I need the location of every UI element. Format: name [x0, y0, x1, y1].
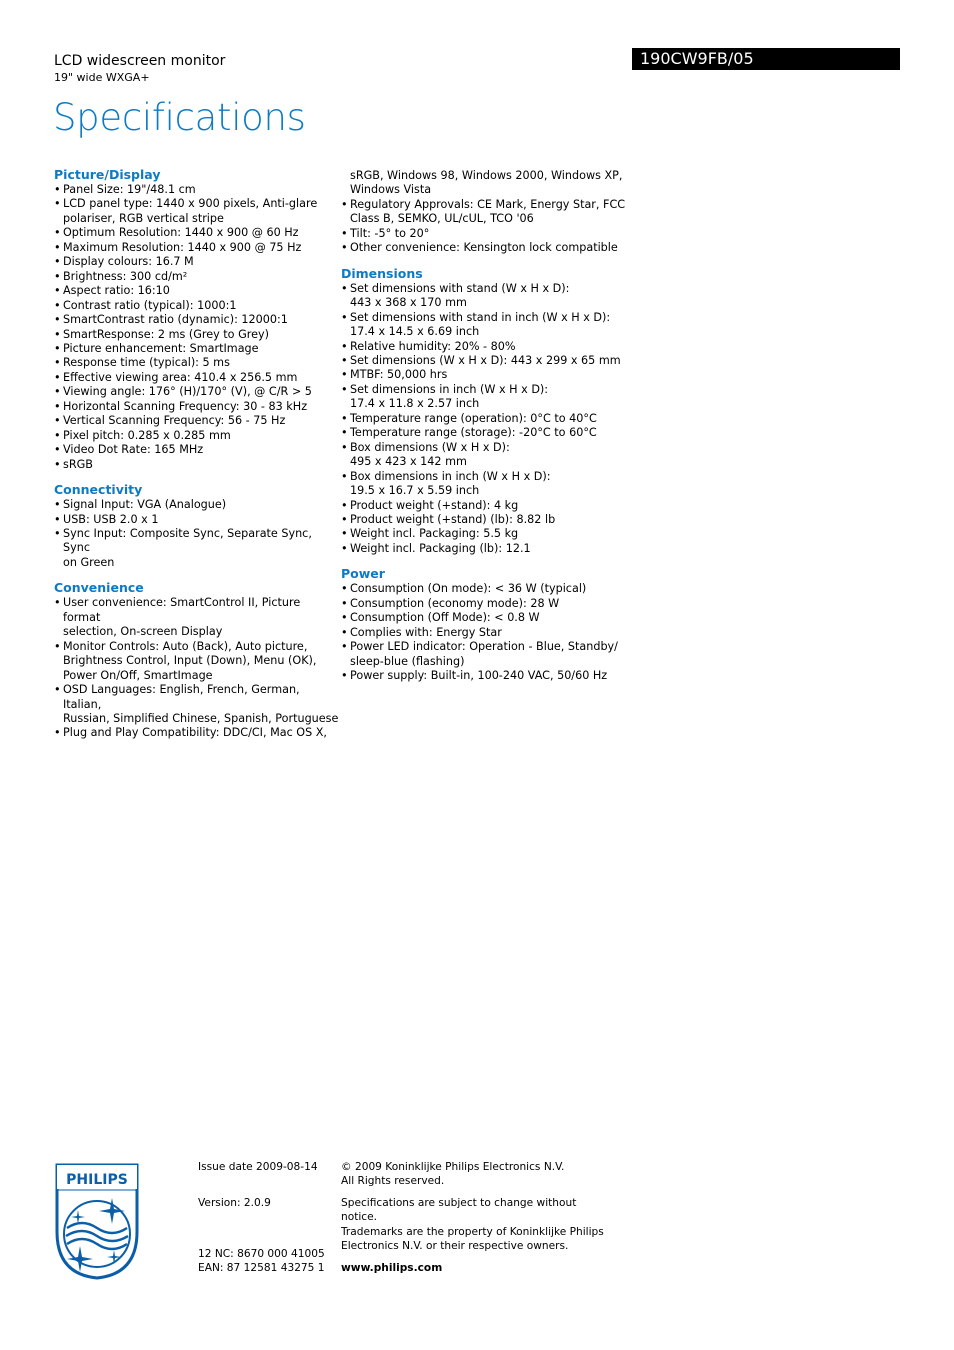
spec-item: • Response time (typical): 5 ms: [54, 356, 339, 370]
spec-item: • Other convenience: Kensington lock compatible: [341, 241, 626, 255]
spec-column-right: [341, 169, 626, 694]
spec-item: • Product weight (+stand): 4 kg: [341, 499, 626, 513]
spec-item: 19.5 x 16.7 x 5.59 inch: [350, 484, 480, 498]
spec-item: • Display colours: 16.7 M: [54, 255, 339, 269]
spec-item: • Complies with: Energy Star: [341, 626, 626, 640]
spec-item: • Power supply: Built-in, 100-240 VAC, 50/60 Hz: [341, 669, 626, 683]
spec-item: • Contrast ratio (typical): 1000:1: [54, 299, 339, 313]
spec-item: • Picture enhancement: SmartImage: [54, 342, 339, 356]
section-title: Convenience: [54, 580, 144, 596]
spec-item: sleep-blue (flashing): [350, 654, 465, 668]
spec-item: • Effective viewing area: 410.4 x 256.5 mm: [54, 371, 339, 385]
spec-item: • Plug and Play Compatibility: DDC/CI, Mac OS X,: [54, 726, 339, 740]
spec-section: [54, 580, 339, 741]
spec-item: • MTBF: 50,000 hrs: [341, 368, 626, 382]
spec-section: [54, 167, 339, 472]
spec-item: • Box dimensions (W x H x D):: [341, 441, 626, 455]
spec-list: [54, 596, 339, 741]
nc-code: 12 NC: 8670 000 41005: [198, 1248, 325, 1260]
spec-column-left: [54, 167, 339, 751]
spec-item: Power On/Off, SmartImage: [63, 668, 213, 682]
issue-date: Issue date 2009-08-14: [198, 1161, 318, 1173]
spec-item: • Regulatory Approvals: CE Mark, Energy Star, FCC: [341, 198, 626, 212]
section-title: Connectivity: [54, 482, 143, 498]
ean-code: EAN: 87 12581 43275 1: [198, 1262, 325, 1274]
spec-item: on Green: [63, 555, 115, 569]
spec-item: 17.4 x 14.5 x 6.69 inch: [350, 325, 480, 339]
spec-item: 443 x 368 x 170 mm: [350, 296, 467, 310]
spec-item: • Sync Input: Composite Sync, Separate Sync, Sync: [54, 527, 339, 556]
section-title: Power: [341, 566, 385, 582]
spec-section: [54, 482, 339, 570]
spec-item: • Consumption (Off Mode): < 0.8 W: [341, 611, 626, 625]
spec-item: • Tilt: -5° to 20°: [341, 227, 626, 241]
spec-item: • Viewing angle: 176° (H)/170° (V), @ C/R > 5: [54, 385, 339, 399]
spec-item: • Set dimensions in inch (W x H x D):: [341, 383, 626, 397]
spec-item: • Set dimensions (W x H x D): 443 x 299 x 65 mm: [341, 354, 626, 368]
spec-item: • Weight incl. Packaging: 5.5 kg: [341, 527, 626, 541]
spec-item: sRGB, Windows 98, Windows 2000, Windows XP,: [350, 169, 623, 182]
spec-item: • OSD Languages: English, French, German, Italian,: [54, 683, 339, 712]
spec-item: • Video Dot Rate: 165 MHz: [54, 443, 339, 457]
spec-item: • Consumption (On mode): < 36 W (typical): [341, 582, 626, 596]
spec-item: • Vertical Scanning Frequency: 56 - 75 Hz: [54, 414, 339, 428]
spec-item: • Optimum Resolution: 1440 x 900 @ 60 Hz: [54, 226, 339, 240]
spec-item: • User convenience: SmartControl II, Picture format: [54, 596, 339, 625]
spec-item: • SmartResponse: 2 ms (Grey to Grey): [54, 328, 339, 342]
spec-item: • Pixel pitch: 0.285 x 0.285 mm: [54, 429, 339, 443]
spec-item: • Set dimensions with stand (W x H x D):: [341, 282, 626, 296]
spec-item: Russian, Simplified Chinese, Spanish, Portuguese: [63, 711, 339, 725]
spec-item: Class B, SEMKO, UL/cUL, TCO '06: [350, 212, 534, 226]
spec-item: 17.4 x 11.8 x 2.57 inch: [350, 397, 480, 411]
spec-item: • LCD panel type: 1440 x 900 pixels, Anti-glare: [54, 197, 339, 211]
spec-item: • Panel Size: 19"/48.1 cm: [54, 183, 339, 197]
spec-item: • SmartContrast ratio (dynamic): 12000:1: [54, 313, 339, 327]
copyright-line: All Rights reserved.: [341, 1175, 445, 1188]
copyright: [341, 1160, 601, 1189]
spec-item: polariser, RGB vertical stripe: [63, 211, 224, 225]
disclaimer-line: Trademarks are the property of Koninklijke Philips: [341, 1225, 604, 1238]
section-title: Picture/Display: [54, 167, 161, 182]
version: Version: 2.0.9: [198, 1197, 271, 1209]
spec-item: Windows Vista: [350, 183, 432, 197]
spec-item: • USB: USB 2.0 x 1: [54, 513, 339, 527]
website-link[interactable]: www.philips.com: [341, 1262, 443, 1274]
spec-item: • Product weight (+stand) (lb): 8.82 lb: [341, 513, 626, 527]
spec-item: • Power LED indicator: Operation - Blue, Standby/: [341, 640, 626, 654]
spec-list: [54, 183, 339, 472]
spec-item: • Temperature range (storage): -20°C to 60°C: [341, 426, 626, 440]
spec-item: • Monitor Controls: Auto (Back), Auto picture,: [54, 640, 339, 654]
spec-item: • Consumption (economy mode): 28 W: [341, 597, 626, 611]
disclaimer: [341, 1196, 611, 1254]
spec-list: [54, 498, 339, 570]
product-type: LCD widescreen monitor: [54, 53, 226, 69]
logo-wordmark: PHILIPS: [66, 1172, 128, 1188]
product-size: 19" wide WXGA+: [54, 71, 150, 84]
spec-item: • Temperature range (operation): 0°C to 40°C: [341, 412, 626, 426]
philips-shield-logo: [54, 1162, 140, 1280]
spec-section: [341, 169, 626, 256]
spec-item: 495 x 423 x 142 mm: [350, 455, 467, 469]
disclaimer-line: Electronics N.V. or their respective owners.: [341, 1240, 569, 1253]
spec-list: [341, 582, 626, 683]
spec-list: [341, 169, 626, 256]
model-number-badge: 190CW9FB/05: [632, 48, 900, 70]
copyright-line: © 2009 Koninklijke Philips Electronics N.V.: [341, 1161, 565, 1173]
spec-item: • Aspect ratio: 16:10: [54, 284, 339, 298]
spec-section: [341, 266, 626, 557]
spec-list: [341, 282, 626, 557]
spec-item: • Brightness: 300 cd/m²: [54, 270, 339, 284]
spec-item: • Maximum Resolution: 1440 x 900 @ 75 Hz: [54, 241, 339, 255]
spec-item: • sRGB: [54, 458, 339, 472]
spec-item: • Box dimensions in inch (W x H x D):: [341, 470, 626, 484]
disclaimer-line: Specifications are subject to change without notice.: [341, 1197, 577, 1224]
spec-section: [341, 566, 626, 683]
spec-item: selection, On-screen Display: [63, 625, 223, 639]
spec-item: • Signal Input: VGA (Analogue): [54, 498, 339, 512]
section-title: Dimensions: [341, 265, 423, 281]
spec-item: • Set dimensions with stand in inch (W x H x D):: [341, 311, 626, 325]
page-title: Specifications: [53, 96, 306, 139]
spec-item: • Horizontal Scanning Frequency: 30 - 83 kHz: [54, 400, 339, 414]
spec-item: • Weight incl. Packaging (lb): 12.1: [341, 542, 626, 556]
spec-item: • Relative humidity: 20% - 80%: [341, 340, 626, 354]
spec-item: Brightness Control, Input (Down), Menu (OK),: [63, 654, 317, 668]
